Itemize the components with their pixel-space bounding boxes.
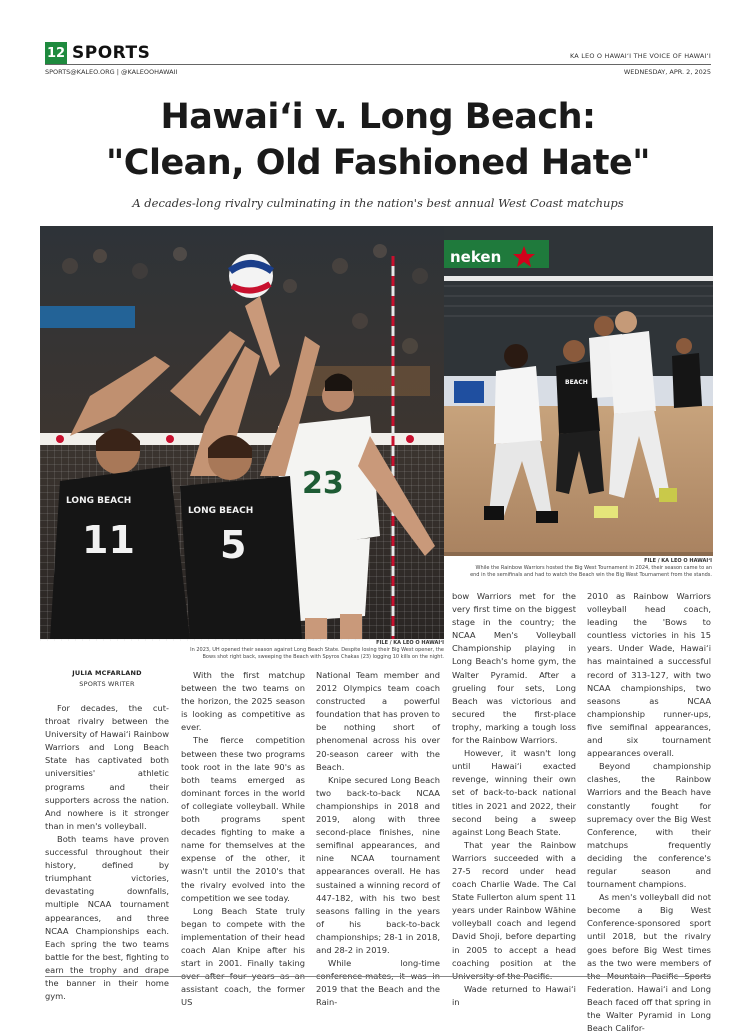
jersey-text-long-beach-left: LONG BEACH <box>66 496 132 506</box>
jersey-number-23: 23 <box>302 466 344 501</box>
photo-right-credit: FILE / KA LEO O HAWAIʻI <box>644 558 712 564</box>
photo-right-caption <box>444 565 712 578</box>
photo-left-caption <box>40 647 444 660</box>
photo-rally-illustration <box>444 226 713 556</box>
paragraph: While long-time conference-mates, it was in 2019 that the Beach and the Rain- <box>316 958 440 1008</box>
paragraph: For decades, the cut-throat rivalry between the University of Hawaiʻi Rainbow Warriors and Long Beach State has captivated both universities' athletic programs and their supporters across the nation. And nowhere is it stronger than in men's volleyball. <box>45 703 169 831</box>
paragraph: As men's volleyball did not become a Big West Conference-sponsored sport until 2018, but the rivalry goes before Big West times as the two were members of the Mountain Pacific Sports Federation. Hawaiʻi and Long Beach faced off that spring in the Walter Pyramid in Long Beach Califor- <box>587 892 711 1034</box>
photo-left-caption-line-1: In 2023, UH opened their season against Long Beach State. Despite losing their Big West opener, the <box>190 647 444 653</box>
photo-right-caption-line-2: end in the semifinals and had to watch the Beach win the Big West Tournament from the stands. <box>470 571 712 578</box>
article-column-5 <box>587 590 711 1035</box>
photo-left-caption-line-2: Bows shot right back, sweeping the Beach with Spyros Chakas (23) logging 10 kills on the night. <box>202 653 444 660</box>
photo-block-illustration <box>40 226 444 639</box>
article-column-1 <box>45 702 169 1003</box>
header-rule <box>45 64 711 65</box>
page-number-badge: 12 <box>45 42 67 64</box>
section-title: SPORTS <box>72 43 151 63</box>
photo-volleyball-block <box>40 226 444 639</box>
photo-volleyball-rally <box>444 226 713 556</box>
article-column-3 <box>316 669 440 1009</box>
article-column-2 <box>181 669 305 1009</box>
paper-name: KA LEO O HAWAIʻI THE VOICE OF HAWAIʻI <box>569 52 711 60</box>
paragraph: Wade returned to Hawaiʻi in <box>452 983 576 1007</box>
headline-line-2: "Clean, Old Fashioned Hate" <box>106 143 650 183</box>
paragraph: However, it wasn't long until Hawaiʻi exacted revenge, winning their own set of back-to-back national titles in 2021 and 2022, their second being a sweep against Long Beach State. <box>452 748 576 837</box>
footer-rule <box>45 976 711 977</box>
subhead: A decades-long rivalry culminating in the nation's best annual West Coast matchups <box>132 196 624 210</box>
paragraph: Both teams have proven successful throughout their history, defined by triumphant victories, devastating downfalls, multiple NCAA tournament appearances, and three NCAA Championships each. Each spring the two teams battle for the best, fighting to earn the trophy and drape the banner in their home gym. <box>45 833 169 1002</box>
banner-heineken-text: neken <box>450 248 502 266</box>
paragraph: With the first matchup between the two teams on the horizon, the 2025 season is looking as competitive as ever. <box>181 670 305 733</box>
headline-line-1: Hawaiʻi v. Long Beach: <box>160 97 596 137</box>
section-contact: SPORTS@KALEO.ORG | @KALEOOHAWAII <box>45 68 178 76</box>
paragraph: Beyond championship clashes, the Rainbow Warriors and the Beach have constantly fought for supremacy over the Big West Conference, with their matchups frequently deciding the conference's regular season and tournament champions. <box>587 761 711 890</box>
jersey-text-beach: BEACH <box>565 379 588 386</box>
photo-left-credit: FILE / KA LEO O HAWAIʻI <box>376 640 444 646</box>
paragraph: The fierce competition between these two programs took root in the late 90's as both teams emerged as dominant forces in the world of collegiate volleyball. While both programs spent decades fighting to make a name for themselves at the expense of the other, it wasn't until the 2010's that the rivalry evolved into the competition we see today. <box>181 735 305 903</box>
jersey-number-5: 5 <box>220 523 247 567</box>
photo-right-caption-line-1: While the Rainbow Warriors hosted the Big West Tournament in 2024, their season came to an <box>475 565 712 571</box>
paragraph: That year the Rainbow Warriors succeeded with a 27-5 record under head coach Charlie Wade. The Cal State Fullerton alum spent 11 years under Rainbow Wāhine volleyball coach and legend David Shoji, before departing in 2005 to accept a head coaching position at the University of the Pacific. <box>452 839 576 981</box>
byline-author: JULIA MCFARLAND <box>72 669 142 677</box>
headline <box>45 94 711 186</box>
byline-role: SPORTS WRITER <box>79 680 135 688</box>
paragraph: 2010 as Rainbow Warriors volleyball head coach, leading the 'Bows to countless victories in his 15 years. Under Wade, Hawaiʻi has maintained a successful record of 313-127, with two NCAA championships, two seasons as NCAA championship runner-ups, five semifinal appearances, and six tournament appearances overall. <box>587 591 711 759</box>
jersey-text-long-beach-mid: LONG BEACH <box>188 506 254 516</box>
paragraph: National Team member and 2012 Olympics team coach constructed a powerful foundation that has proven to be nothing short of phenomenal across his over 20-season career with the Beach. <box>316 670 440 772</box>
paragraph: Long Beach State truly began to compete with the implementation of their head coach Alan Knipe after his start in 2001. Finally taking over after four years as an assistant coach, the former US <box>181 905 305 1008</box>
paragraph: bow Warriors met for the very first time on the biggest stage in the country; the NCAA Men's Volleyball Championship playing in Long Beach's home gym, the Walter Pyramid. After a grueling four sets, Long Beach was victorious and secured the first-place trophy, marking a tough loss for the Rainbow Warriors. <box>452 591 576 746</box>
article-column-4 <box>452 590 576 1009</box>
issue-date: WEDNESDAY, APR. 2, 2025 <box>623 68 711 76</box>
jersey-number-11: 11 <box>82 518 135 562</box>
paragraph: Knipe secured Long Beach two back-to-back NCAA championships in 2018 and 2019, along with three second-place finishes, nine semifinal appearances, and nine NCAA tournament appearances overall. He has sustained a winning record of 447-182, with his two best seasons falling in the years of his back-to-back championships; 28-1 in 2018, and 28-2 in 2019. <box>316 774 440 955</box>
